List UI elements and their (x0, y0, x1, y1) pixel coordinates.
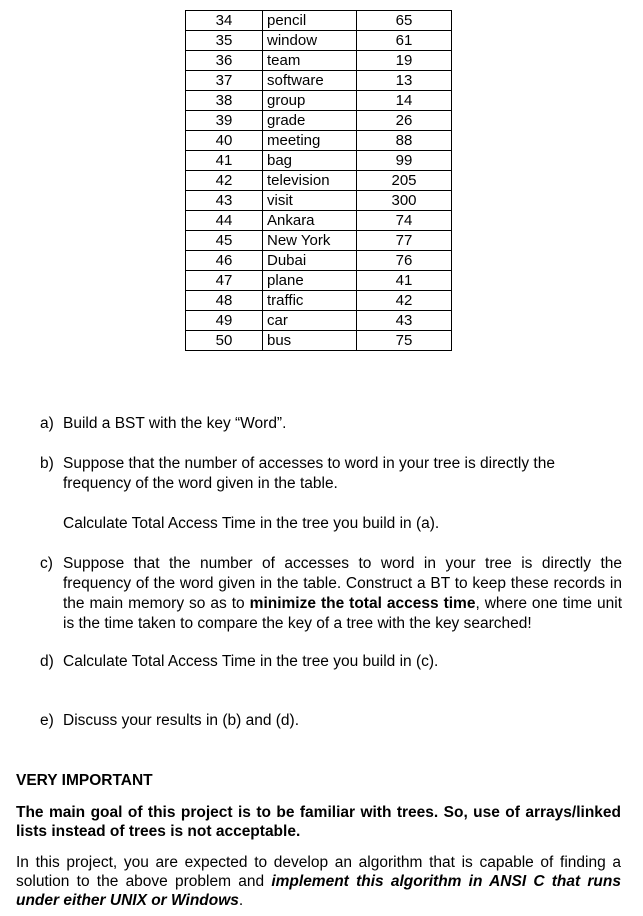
table-row (186, 251, 452, 271)
table-row (186, 91, 452, 111)
frequency-table-body (186, 11, 452, 351)
table-cell-number: 45 (186, 231, 263, 251)
table-cell-frequency: 65 (357, 11, 452, 31)
question-c-label: c) (40, 555, 53, 572)
table-cell-frequency: 41 (357, 271, 452, 291)
question-c-text-post: , where one time unit is the time taken to compare the key of a tree with the key searched! (63, 595, 623, 632)
table-cell-number: 41 (186, 151, 263, 171)
table-cell-word: car (263, 311, 357, 331)
table-cell-word: window (263, 31, 357, 51)
table-cell-number: 48 (186, 291, 263, 311)
table-row (186, 31, 452, 51)
table-cell-word: meeting (263, 131, 357, 151)
table-cell-frequency: 74 (357, 211, 452, 231)
table-cell-frequency: 75 (357, 331, 452, 351)
table-cell-word: plane (263, 271, 357, 291)
table-row (186, 171, 452, 191)
table-cell-word: team (263, 51, 357, 71)
table-cell-number: 47 (186, 271, 263, 291)
question-a-text: Build a BST with the key “Word”. (63, 415, 287, 432)
table-cell-number: 34 (186, 11, 263, 31)
table-cell-frequency: 19 (357, 51, 452, 71)
table-cell-word: Ankara (263, 211, 357, 231)
table-cell-word: television (263, 171, 357, 191)
table-row (186, 71, 452, 91)
table-cell-number: 44 (186, 211, 263, 231)
table-cell-frequency: 99 (357, 151, 452, 171)
table-row (186, 51, 452, 71)
table-cell-frequency: 300 (357, 191, 452, 211)
table-cell-number: 50 (186, 331, 263, 351)
important-body (16, 853, 621, 910)
question-d-label: d) (40, 653, 54, 670)
table-cell-number: 39 (186, 111, 263, 131)
question-e-text: Discuss your results in (b) and (d). (63, 712, 300, 729)
question-b (40, 454, 622, 534)
table-row (186, 191, 452, 211)
table-row (186, 131, 452, 151)
table-cell-frequency: 205 (357, 171, 452, 191)
question-e (40, 711, 622, 731)
table-cell-number: 37 (186, 71, 263, 91)
question-c-text (63, 554, 622, 634)
table-cell-frequency: 26 (357, 111, 452, 131)
frequency-table (185, 10, 452, 351)
table-cell-number: 49 (186, 311, 263, 331)
question-a-label: a) (40, 415, 54, 432)
question-c-text-bold: minimize the total access time (249, 595, 476, 612)
important-body-emph: implement this algorithm in ANSI C that runs under either UNIX or Windows (16, 873, 621, 909)
table-cell-word: pencil (263, 11, 357, 31)
table-cell-frequency: 88 (357, 131, 452, 151)
important-heading: VERY IMPORTANT (16, 772, 153, 789)
important-body-post: . (238, 892, 244, 909)
table-cell-frequency: 13 (357, 71, 452, 91)
table-cell-frequency: 43 (357, 311, 452, 331)
question-b-label: b) (40, 455, 54, 472)
important-goal: The main goal of this project is to be familiar with trees. So, use of arrays/linked lists instead of trees is not acceptable. (16, 804, 621, 840)
question-d-text: Calculate Total Access Time in the tree you build in (c). (63, 653, 439, 670)
table-cell-number: 38 (186, 91, 263, 111)
table-cell-word: group (263, 91, 357, 111)
table-cell-word: Dubai (263, 251, 357, 271)
table-cell-word: visit (263, 191, 357, 211)
table-cell-word: software (263, 71, 357, 91)
table-row (186, 331, 452, 351)
question-e-label: e) (40, 712, 54, 729)
question-a (40, 414, 622, 434)
question-b-text-2: Calculate Total Access Time in the tree you build in (a). (63, 515, 440, 532)
question-c (40, 554, 622, 634)
table-cell-number: 40 (186, 131, 263, 151)
table-cell-number: 35 (186, 31, 263, 51)
question-c-text-pre: Suppose that the number of accesses to word in your tree is directly the frequency of the word given in the table. Construct a BT to keep these records in the main memory so as to (63, 555, 622, 612)
table-row (186, 231, 452, 251)
table-cell-frequency: 14 (357, 91, 452, 111)
question-d (40, 652, 622, 672)
important-body-pre: In this project, you are expected to develop an algorithm that is capable of finding a solution to the above problem and (16, 854, 621, 890)
table-cell-word: New York (263, 231, 357, 251)
table-cell-frequency: 76 (357, 251, 452, 271)
table-cell-frequency: 42 (357, 291, 452, 311)
table-row (186, 111, 452, 131)
table-row (186, 291, 452, 311)
table-cell-word: traffic (263, 291, 357, 311)
table-row (186, 151, 452, 171)
table-row (186, 311, 452, 331)
table-cell-word: bus (263, 331, 357, 351)
table-row (186, 211, 452, 231)
table-cell-number: 43 (186, 191, 263, 211)
table-cell-word: bag (263, 151, 357, 171)
table-cell-word: grade (263, 111, 357, 131)
table-cell-frequency: 77 (357, 231, 452, 251)
table-row (186, 11, 452, 31)
question-b-text: Suppose that the number of accesses to word in your tree is directly the frequency of the word given in the table. (63, 455, 555, 492)
table-cell-number: 36 (186, 51, 263, 71)
table-cell-number: 46 (186, 251, 263, 271)
table-cell-frequency: 61 (357, 31, 452, 51)
table-row (186, 271, 452, 291)
table-cell-number: 42 (186, 171, 263, 191)
